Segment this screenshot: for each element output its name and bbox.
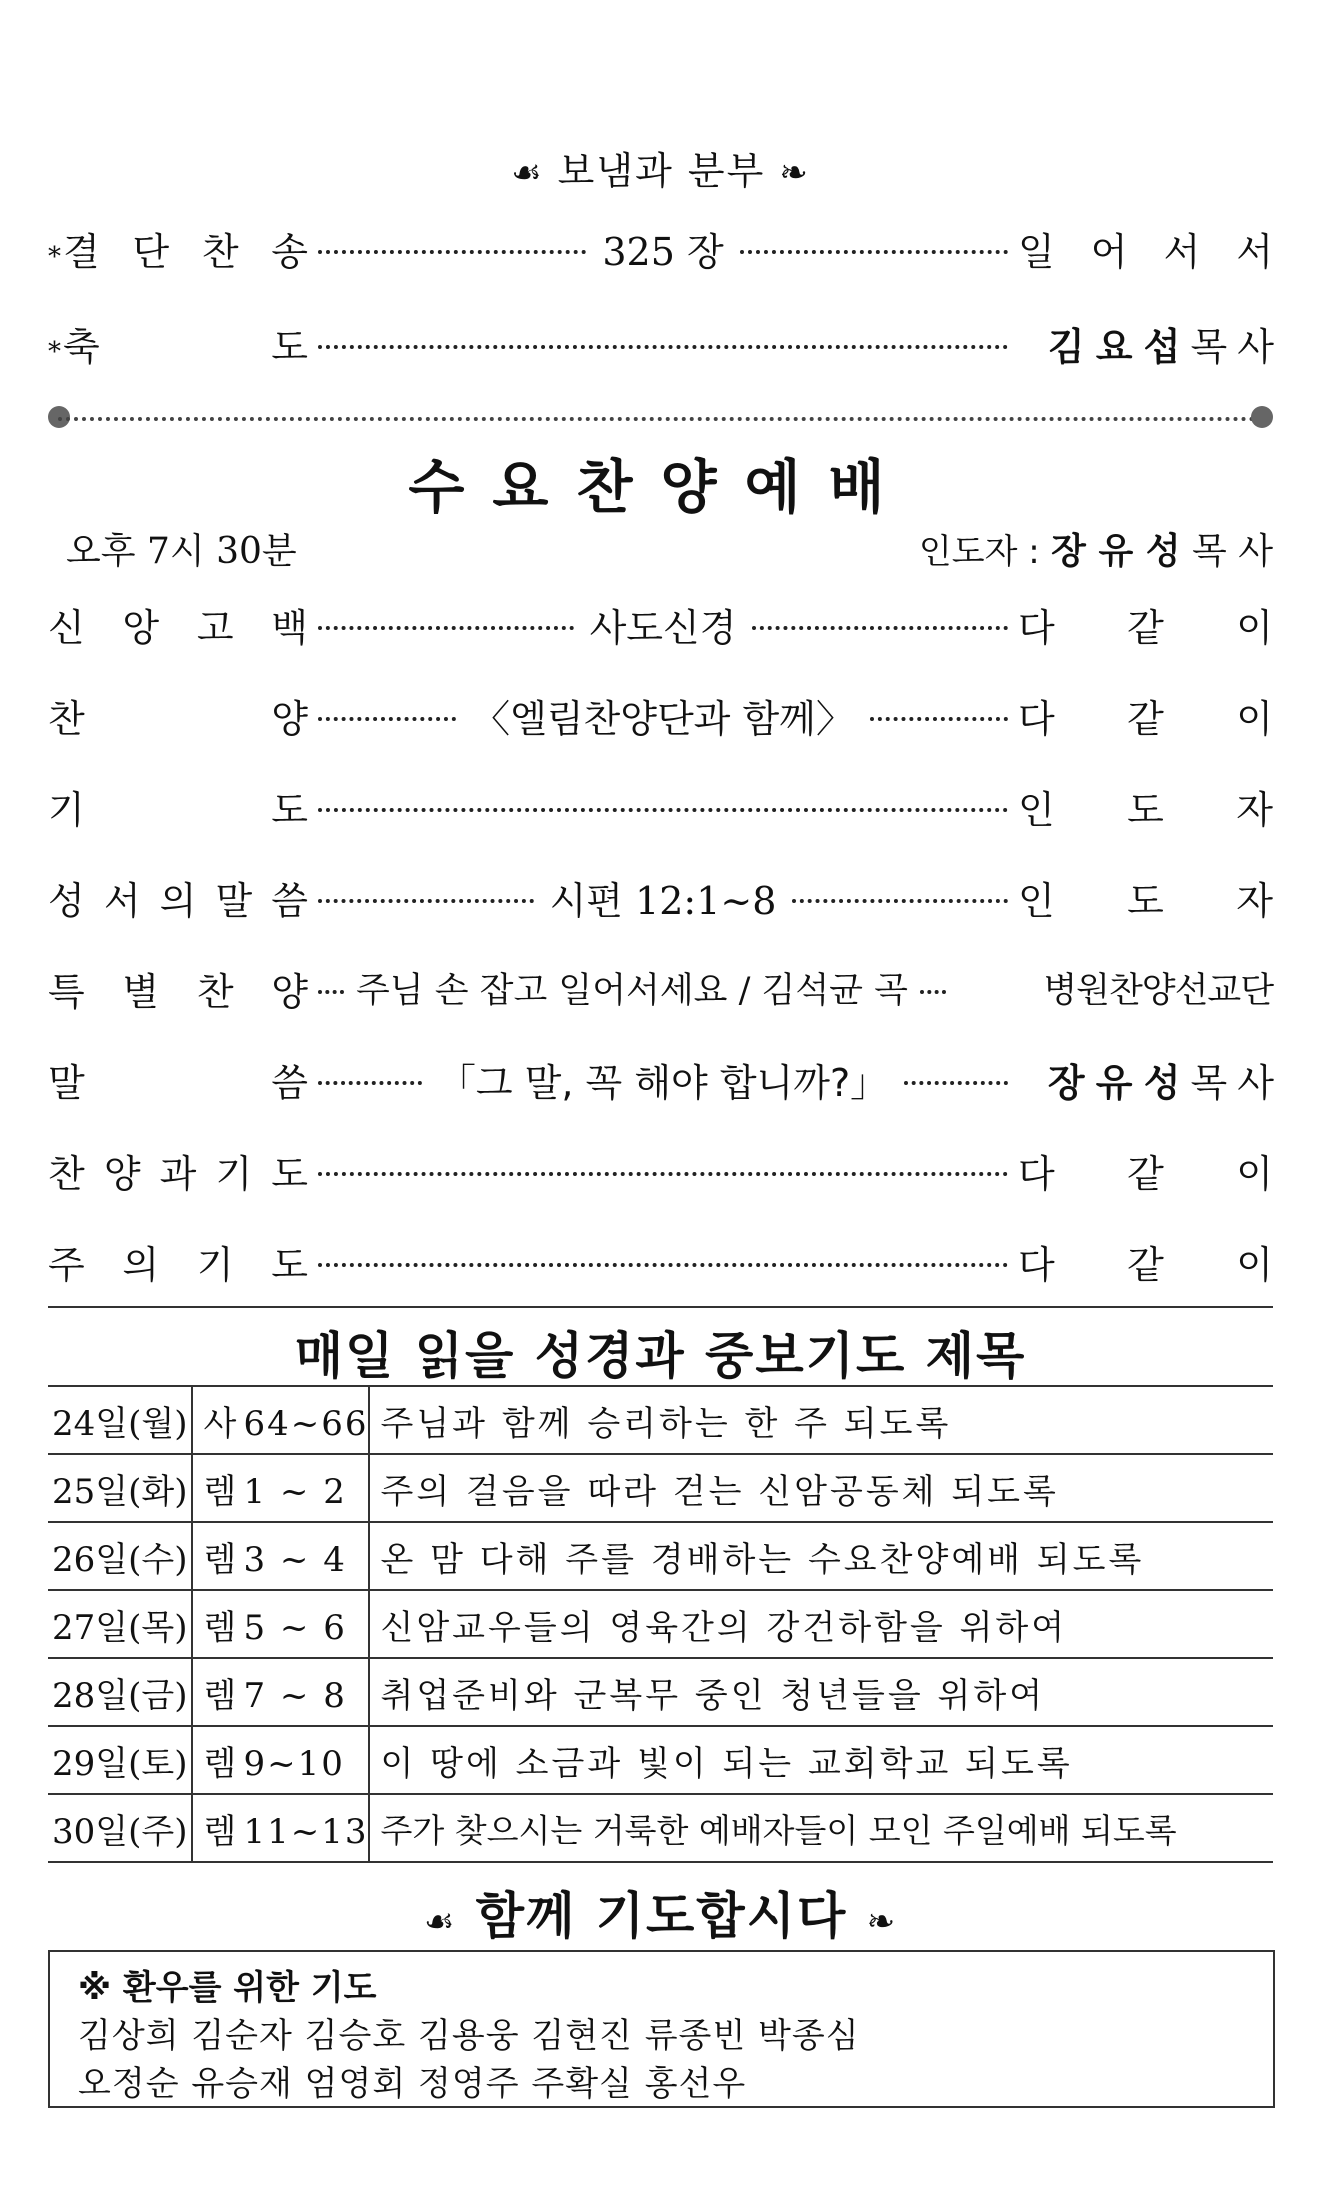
order-item-person: 다 같 이	[1018, 605, 1273, 650]
order-item-creed	[48, 594, 1273, 654]
reading-topic: 이 땅에 소금과 빛이 되는 교회학교 되도록	[369, 1726, 1273, 1794]
dot-leader	[904, 1081, 1008, 1085]
prayer-box	[48, 1950, 1275, 2108]
reading-date: 25일(화)	[48, 1454, 192, 1522]
table-row	[48, 1658, 1273, 1726]
reading-passage: 렘 7 ~ 8	[192, 1658, 369, 1726]
prayer-box-title: ※ 환우를 위한 기도	[78, 1968, 377, 2008]
prayer-names-line: 김상희 김순자 김승호 김용웅 김현진 류종빈 박종심	[78, 2016, 860, 2056]
prayer-names-line: 오정순 유승재 엄영회 정영주 주확실 홍선우	[78, 2064, 747, 2104]
table-row	[48, 1454, 1273, 1522]
reading-date: 26일(수)	[48, 1522, 192, 1590]
dot-leader	[740, 250, 1008, 254]
dot-leader	[318, 250, 586, 254]
reading-topic: 주가 찾으시는 거룩한 예배자들이 모인 주일예배 되도록	[369, 1794, 1273, 1862]
order-item-detail: 사도신경	[589, 605, 737, 650]
order-item-person: 다 같 이	[1018, 1242, 1273, 1287]
order-item-person: 장 유 성 목 사	[1047, 1060, 1274, 1105]
dot-leader	[870, 717, 1008, 721]
order-item-detail: 주님 손 잡고 일어서세요 / 김석균 곡	[356, 971, 908, 1011]
order-item-prayer	[48, 776, 1273, 836]
order-item-label: 특 별 찬 양	[48, 969, 308, 1014]
pray-together-heading	[48, 1876, 1273, 1948]
reading-topic: 취업준비와 군복무 중인 청년들을 위하여	[369, 1658, 1273, 1726]
dot-leader	[318, 1263, 1008, 1267]
benediction-heading	[48, 140, 1273, 195]
order-item-label: 기 도	[48, 787, 308, 832]
section-divider	[58, 417, 1255, 421]
order-item-sermon	[48, 1049, 1273, 1109]
reading-passage: 렘 9~10	[192, 1726, 369, 1794]
reading-passage: 렘 1 ~ 2	[192, 1454, 369, 1522]
dot-leader	[318, 345, 1008, 349]
order-item-label: 성 서 의 말 씀	[48, 878, 308, 923]
order-item-detail: 325 장	[602, 229, 724, 274]
divider-dot-right	[1251, 406, 1273, 428]
dot-leader	[318, 1081, 422, 1085]
order-item-label: 신 앙 고 백	[48, 605, 308, 650]
order-item-praise	[48, 685, 1273, 745]
order-item-label: 말 씀	[48, 1060, 308, 1105]
daily-reading-table	[48, 1385, 1273, 1863]
ornament-right-icon: ❧	[866, 1902, 898, 1942]
dot-leader	[318, 990, 344, 994]
reading-date: 27일(목)	[48, 1590, 192, 1658]
section-rule	[48, 1306, 1273, 1308]
order-item-label: *결 단 찬 송	[48, 229, 308, 274]
sermon-title: 「그 말, 꼭 해야 합니까?」	[437, 1060, 889, 1105]
order-item-label: *축 도	[48, 324, 308, 369]
order-item-scripture	[48, 867, 1273, 927]
table-row	[48, 1386, 1273, 1454]
reading-date: 30일(주)	[48, 1794, 192, 1862]
table-row	[48, 1726, 1273, 1794]
order-item-special-praise	[48, 958, 1273, 1018]
reading-passage: 렘 11~13	[192, 1794, 369, 1862]
reading-topic: 주님과 함께 승리하는 한 주 되도록	[369, 1386, 1273, 1454]
dot-leader	[318, 808, 1008, 812]
reading-topic: 주의 걸음을 따라 걷는 신암공동체 되도록	[369, 1454, 1273, 1522]
order-item-praise-prayer	[48, 1140, 1273, 1200]
table-row	[48, 1522, 1273, 1590]
reading-topic: 온 맘 다해 주를 경배하는 수요찬양예배 되도록	[369, 1522, 1273, 1590]
order-item-detail: 〈엘림찬양단과 함께〉	[472, 696, 854, 741]
service-time: 오후 7시 30분	[66, 530, 297, 572]
order-item-lords-prayer	[48, 1231, 1273, 1291]
dot-leader	[318, 1172, 1008, 1176]
dot-leader	[752, 626, 1008, 630]
reading-date: 24일(월)	[48, 1386, 192, 1454]
order-item-person: 김 요 섭 목 사	[1047, 324, 1273, 369]
dot-leader	[792, 899, 1008, 903]
order-item-detail: 시편 12:1~8	[549, 878, 777, 923]
dot-leader	[920, 990, 946, 994]
ornament-right-icon: ❧	[779, 153, 810, 193]
service-leader: 인도자 : 장 유 성 목 사	[918, 530, 1273, 572]
daily-reading-title: 매일 읽을 성경과 중보기도 제목	[294, 1327, 1027, 1385]
table-row	[48, 1590, 1273, 1658]
order-item-benediction	[48, 313, 1273, 373]
reading-passage: 렘 5 ~ 6	[192, 1590, 369, 1658]
reading-date: 28일(금)	[48, 1658, 192, 1726]
order-item-closing-hymn	[48, 218, 1273, 278]
reading-topic: 신암교우들의 영육간의 강건하함을 위하여	[369, 1590, 1273, 1658]
order-item-label: 찬 양 과 기 도	[48, 1151, 308, 1196]
order-item-person: 일 어 서 서	[1018, 229, 1273, 274]
reading-passage: 사 64~66	[192, 1386, 369, 1454]
dot-leader	[318, 626, 574, 630]
service-meta	[48, 518, 1273, 578]
order-item-person: 병원찬양선교단	[1043, 971, 1273, 1011]
dot-leader	[318, 717, 456, 721]
ornament-left-icon: ☙	[423, 1902, 457, 1942]
order-item-person: 다 같 이	[1018, 1151, 1273, 1196]
order-item-label: 주 의 기 도	[48, 1242, 308, 1287]
table-row	[48, 1794, 1273, 1862]
reading-date: 29일(토)	[48, 1726, 192, 1794]
service-title: 수요찬양예배	[408, 453, 913, 521]
dot-leader	[318, 899, 534, 903]
order-item-person: 인 도 자	[1018, 878, 1274, 923]
benediction-title: 보냄과 분부	[557, 149, 766, 193]
order-item-person: 다 같 이	[1018, 696, 1273, 741]
order-item-person: 인 도 자	[1018, 787, 1273, 832]
ornament-left-icon: ☙	[511, 153, 544, 193]
reading-passage: 렘 3 ~ 4	[192, 1522, 369, 1590]
pray-together-title: 함께 기도합시다	[475, 1887, 848, 1945]
order-item-label: 찬 양	[48, 696, 308, 741]
